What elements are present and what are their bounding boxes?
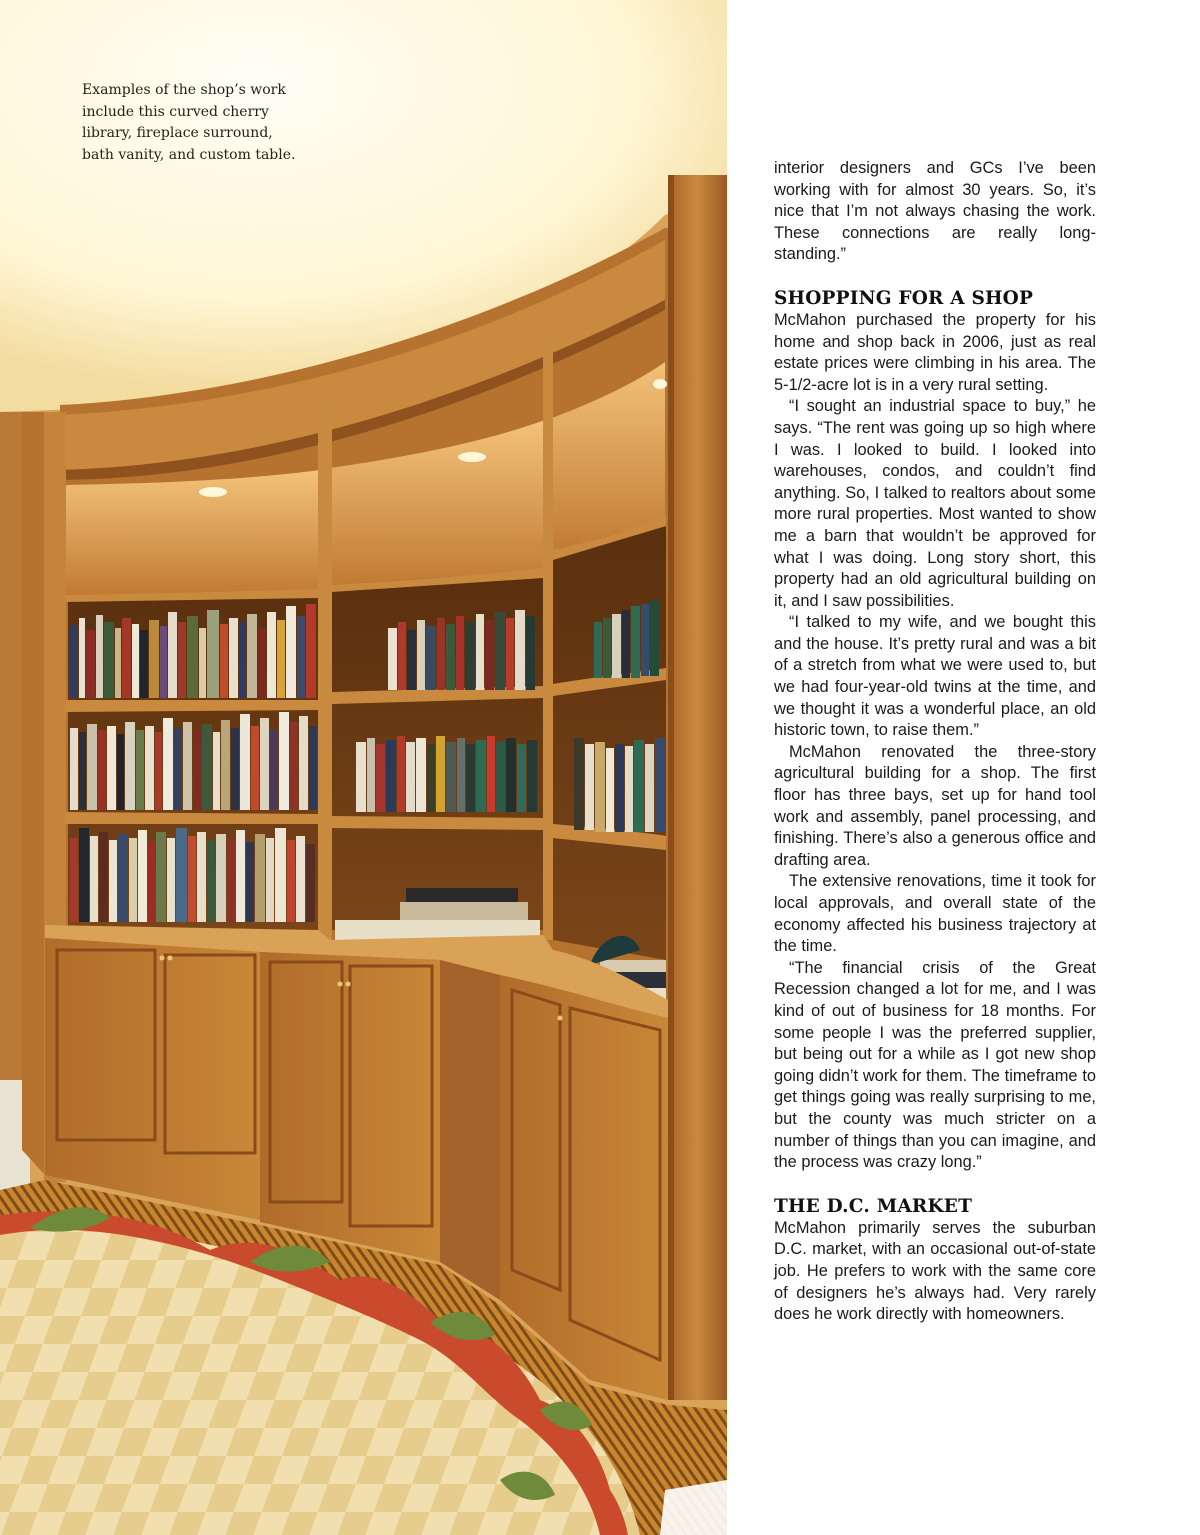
body-paragraph: “The financial crisis of the Great Recession changed a lot for me, and I was kind of out of business for 18 months. For some people I was the preferred supplier, but being out for a while as I got new shop going didn’t work for them. The timeframe to get things going was really surprising to me, but the county was much stricter on a number of things than you can imagine, and the process was crazy long.” [774, 958, 1096, 1172]
section-heading-dc-market: THE D.C. MARKET [774, 1195, 973, 1217]
body-paragraph: The extensive renovations, time it took for local approvals, and overall state of the economy affected his business trajectory at the time. [774, 872, 1096, 956]
body-paragraph: McMahon primarily serves the suburban D.C. market, with an occasional out-of-state job. He prefers to work with the same core of designers he’s always had. Very rarely does he work directly with homeowners. [774, 1218, 1096, 1324]
intro-paragraph: interior designers and GCs I’ve been working with for almost 30 years. So, it’s nice that I’m not always chasing the work. These connections are really long-standing.” [774, 159, 1096, 264]
caption-line: Examples of the shop’s work [82, 82, 286, 98]
lit-niche [66, 470, 320, 595]
caption-line: bath vanity, and custom table. [82, 146, 296, 163]
wood-pillar [668, 175, 727, 1400]
body-paragraph: “I sought an industrial space to buy,” he says. “The rent was going up so high where I was. I looked to build. I looked into warehouses, condos, and couldn’t find anything. So, I talked to realtors about some more rural properties. Most wanted to show me a barn that wouldn’t be approved for what I was doing. Long story short, this property had an old agricultural building on it, and I saw possibilities. [774, 397, 1096, 610]
caption-line: include this curved cherry [82, 103, 269, 120]
body-paragraph: McMahon renovated the three-story agricultural building for a shop. The first floor has three bays, set up for hand tool work and assembly, panel processing, and finishing. There’s also a generous office and drafting area. [774, 742, 1096, 869]
article-column [774, 158, 1096, 1326]
body-paragraph: “I talked to my wife, and we bought this and the house. It’s pretty rural and was a bit of a stretch from what we were used to, but we had four-year-old twins at the time, and we thought it was a wonderful place, an old historic town, to raise them.” [774, 613, 1096, 740]
caption-line: library, fireplace surround, [82, 125, 273, 141]
body-paragraph: McMahon purchased the property for his home and shop back in 2006, just as real estate prices were climbing in his area. The 5-1/2-acre lot is in a very rural setting. [774, 310, 1096, 394]
photo-caption [82, 80, 342, 166]
section-heading-shopping: SHOPPING FOR A SHOP [774, 287, 1034, 309]
